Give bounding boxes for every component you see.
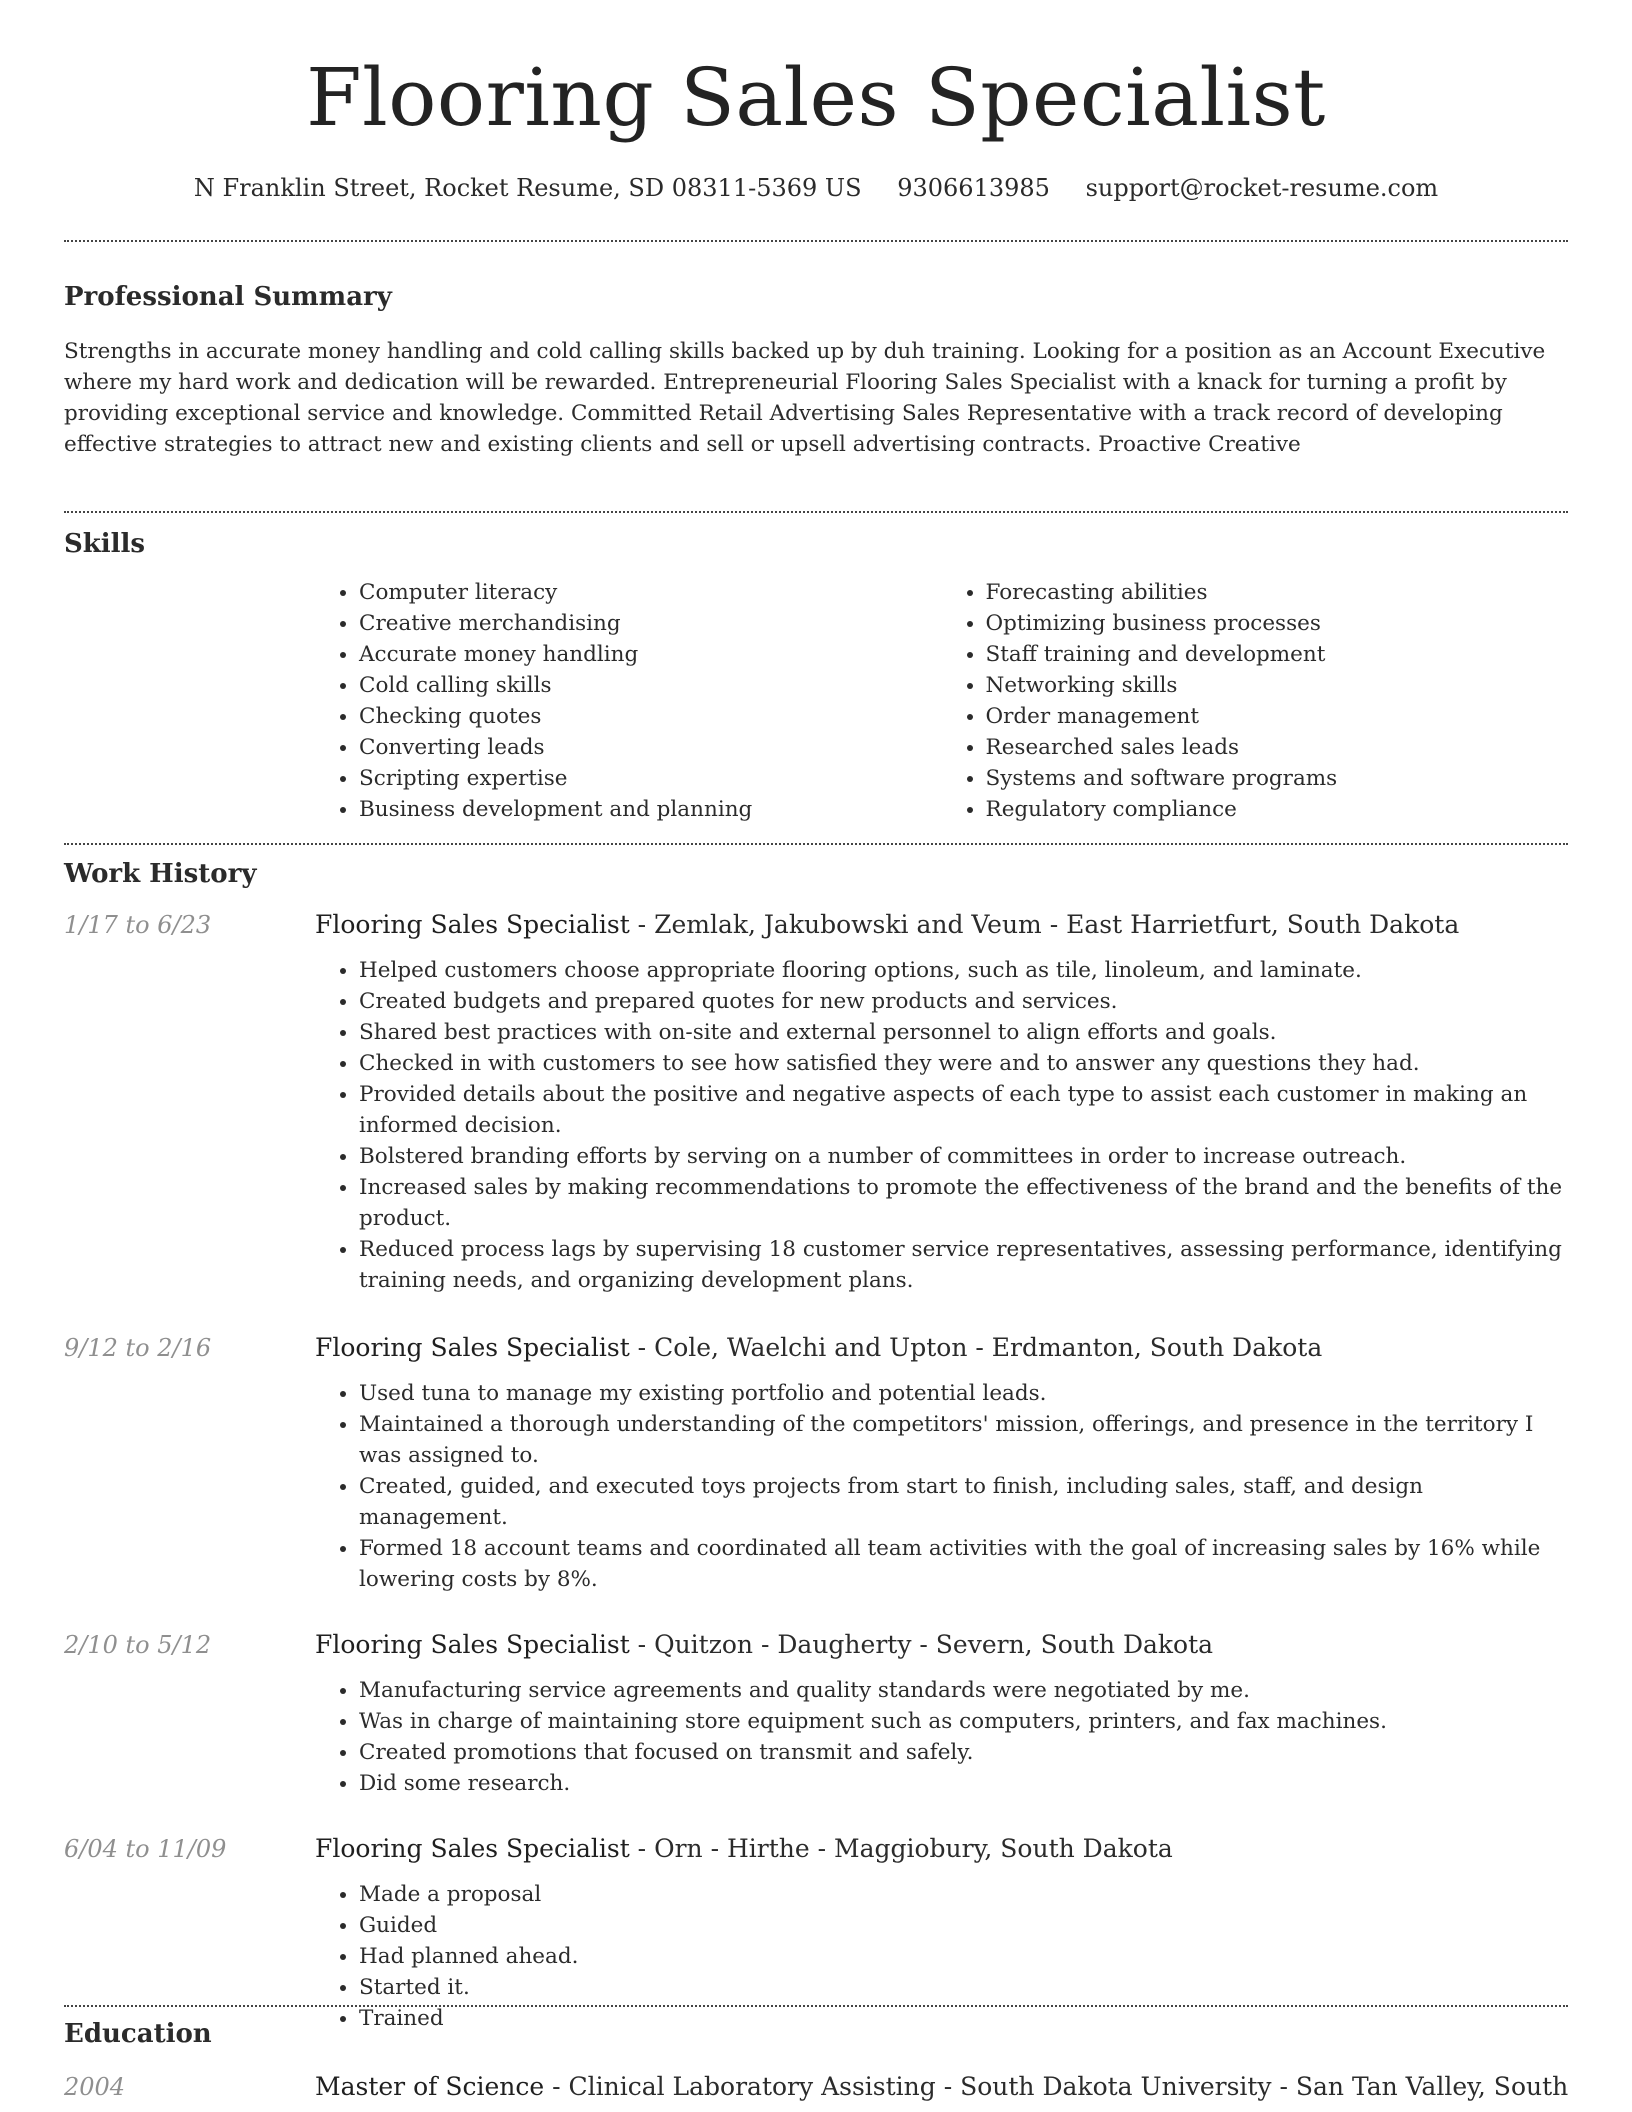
job-bullet: • Bolstered branding efforts by serving on a number of committees in order to increase outreach. [359, 1141, 1568, 1172]
skill-item: • Staff training and development [986, 639, 1569, 670]
candidate-name: Flooring Sales Specialist [306, 51, 1326, 144]
skills-column-right [942, 577, 1569, 825]
job-body [315, 1833, 1568, 2034]
education-section [64, 2005, 1568, 2103]
job-title [315, 1833, 1568, 1865]
job-bullet: • Maintained a thorough understanding of the competitors' mission, offerings, and presence in the territory I was assigned to. [359, 1409, 1568, 1471]
job-role: Flooring Sales Specialist [315, 1333, 630, 1362]
section-title-work: Work History [64, 859, 257, 889]
summary-text: Strengths in accurate money handling and cold calling skills backed up by duh training. Looking for a position as an Account Executive where my hard work and dedication will be rewarded. Entrepreneurial Flooring Sales Specialist with a knack for turning a profit by providing exceptional service and knowledge. Committed Retail Advertising Sales Representative with a track record of developing effective strategies to attract new and existing clients and sell or upsell advertising contracts. Proactive Creative [64, 339, 1546, 457]
section-title-skills: Skills [64, 529, 146, 559]
job-employer: - Zemlak, Jakubowski and Veum - East Harrietfurt, South Dakota [629, 910, 1460, 939]
skill-item: • Researched sales leads [986, 732, 1569, 763]
skill-item: • Networking skills [986, 670, 1569, 701]
job-bullets [315, 1378, 1568, 1595]
job-bullet: • Created promotions that focused on transmit and safely. [359, 1737, 1568, 1768]
skills-section [64, 511, 1568, 825]
skill-item: • Systems and software programs [986, 763, 1569, 794]
skill-item: • Order management [986, 701, 1569, 732]
divider [64, 511, 1568, 513]
job-bullet: • Made a proposal [359, 1879, 1568, 1910]
job-bullet: • Formed 18 account teams and coordinated all team activities with the goal of increasing sales by 16% while lowering costs by 8%. [359, 1533, 1568, 1595]
job-bullet: • Helped customers choose appropriate flooring options, such as tile, linoleum, and laminate. [359, 955, 1568, 986]
address-text: N Franklin Street, Rocket Resume, SD 08311-5369 US [193, 174, 862, 202]
divider [64, 2005, 1568, 2007]
job-bullet: • Manufacturing service agreements and quality standards were negotiated by me. [359, 1675, 1568, 1706]
skill-item: • Regulatory compliance [986, 794, 1569, 825]
job-bullet: • Guided [359, 1910, 1568, 1941]
skill-item: • Forecasting abilities [986, 577, 1569, 608]
job-role: Flooring Sales Specialist [315, 1834, 630, 1863]
job-body [315, 1332, 1568, 1595]
skill-item: • Accurate money handling [359, 639, 942, 670]
resume-page [64, 0, 1569, 2101]
skill-item: • Scripting expertise [359, 763, 942, 794]
job-dates: 2/10 to 5/12 [64, 1631, 212, 1659]
job-body [315, 1629, 1568, 1799]
job-entry [64, 1833, 1568, 2034]
job-employer: - Orn - Hirthe - Maggiobury, South Dakota [629, 1834, 1173, 1863]
skill-item: • Optimizing business processes [986, 608, 1569, 639]
job-dates: 6/04 to 11/09 [64, 1835, 227, 1863]
job-bullet: • Was in charge of maintaining store equipment such as computers, printers, and fax machines. [359, 1706, 1568, 1737]
job-role: Flooring Sales Specialist [315, 910, 630, 939]
job-bullet: • Trained [359, 2003, 1568, 2034]
education-body [315, 2071, 1568, 2103]
job-dates: 1/17 to 6/23 [64, 911, 212, 939]
skill-item: • Creative merchandising [359, 608, 942, 639]
divider [64, 843, 1568, 845]
section-title-summary: Professional Summary [64, 282, 392, 312]
skill-item: • Cold calling skills [359, 670, 942, 701]
job-title [315, 1629, 1568, 1661]
summary-section [64, 240, 1568, 460]
email-link[interactable]: support@rocket-resume.com [1085, 174, 1439, 202]
phone-text: 9306613985 [897, 174, 1050, 202]
job-bullet: • Used tuna to manage my existing portfolio and potential leads. [359, 1378, 1568, 1409]
job-entry [64, 909, 1568, 1296]
work-history-section [64, 843, 1568, 2034]
job-bullet: • Had planned ahead. [359, 1941, 1568, 1972]
job-bullet: • Shared best practices with on-site and external personnel to align efforts and goals. [359, 1017, 1568, 1048]
education-title [315, 2071, 1568, 2103]
education-year: 2004 [64, 2073, 126, 2101]
education-entry [64, 2071, 1568, 2103]
section-title-education: Education [64, 2019, 212, 2049]
job-bullet: • Reduced process lags by supervising 18 customer service representatives, assessing performance, identifying training needs, and organizing development plans. [359, 1234, 1568, 1296]
job-bullet: • Started it. [359, 1972, 1568, 2003]
skill-item: • Checking quotes [359, 701, 942, 732]
job-bullet: • Created budgets and prepared quotes for new products and services. [359, 986, 1568, 1017]
job-bullets [315, 955, 1568, 1296]
job-entry [64, 1332, 1568, 1595]
skill-item: • Computer literacy [359, 577, 942, 608]
job-entry [64, 1629, 1568, 1799]
job-bullet: • Checked in with customers to see how satisfied they were and to answer any questions they had. [359, 1048, 1568, 1079]
job-bullets [315, 1675, 1568, 1799]
job-dates: 9/12 to 2/16 [64, 1334, 212, 1362]
job-title [315, 1332, 1568, 1364]
job-employer: - Cole, Waelchi and Upton - Erdmanton, South Dakota [629, 1333, 1323, 1362]
job-body [315, 909, 1568, 1296]
skills-column-left [315, 577, 942, 825]
job-employer: - Quitzon - Daugherty - Severn, South Dakota [629, 1630, 1214, 1659]
job-bullet: • Increased sales by making recommendations to promote the effectiveness of the brand and the benefits of the product. [359, 1172, 1568, 1234]
job-title [315, 909, 1568, 941]
skill-item: • Business development and planning [359, 794, 942, 825]
divider [64, 240, 1568, 242]
job-bullet: • Provided details about the positive and negative aspects of each type to assist each customer in making an informed decision. [359, 1079, 1568, 1141]
job-role: Flooring Sales Specialist [315, 1630, 630, 1659]
education-list [64, 2071, 1568, 2103]
skill-item: • Converting leads [359, 732, 942, 763]
job-bullet: • Did some research. [359, 1768, 1568, 1799]
education-degree: Master of Science [315, 2072, 545, 2101]
job-bullet: • Created, guided, and executed toys projects from start to finish, including sales, staff, and design management. [359, 1471, 1568, 1533]
jobs-list [64, 909, 1568, 2034]
contact-line [64, 174, 1568, 202]
skills-list [315, 577, 1568, 825]
education-details: - Clinical Laboratory Assisting - South Dakota University - San Tan Valley, South [544, 2072, 1569, 2101]
